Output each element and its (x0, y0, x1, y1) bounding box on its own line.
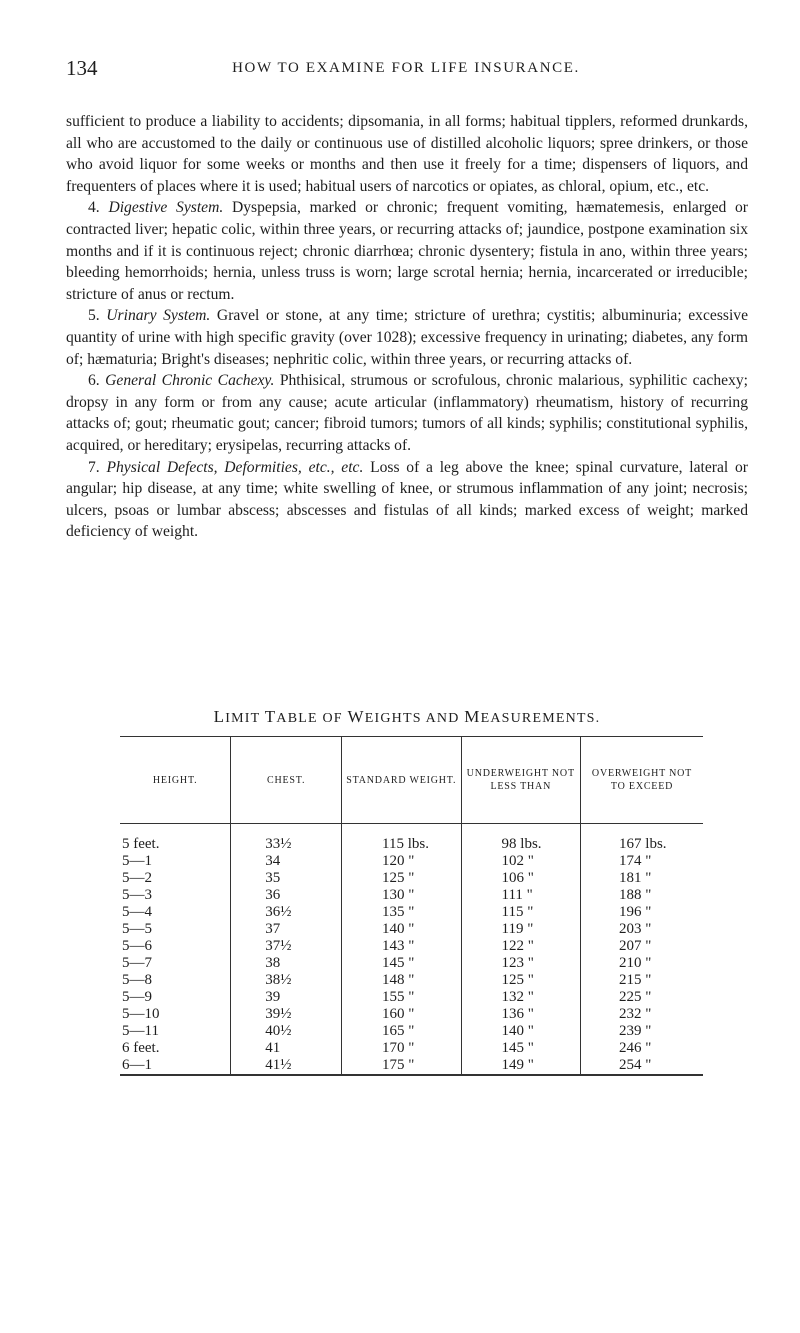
table-cell: 225 " (619, 989, 652, 1005)
table-cell: 33½ (265, 836, 292, 852)
table-cell: 38 (265, 955, 281, 971)
table-cell: 38½ (265, 972, 292, 988)
table-cell: 5—9 (122, 989, 152, 1005)
table-cell: 232 " (619, 1006, 652, 1022)
table-cell: 140 " (501, 1023, 534, 1039)
table-cell: 239 " (619, 1023, 652, 1039)
table-cell: 145 " (382, 955, 415, 971)
table-caption: LIMIT TABLE OF WEIGHTS AND MEASUREMENTS. (213, 707, 601, 726)
header-underweight: UNDERWEIGHT NOT LESS THAN (461, 737, 581, 824)
header-overweight: OVERWEIGHT NOT TO EXCEED (581, 737, 703, 824)
table-header-row (120, 737, 703, 824)
paragraph-number: 6. (88, 372, 106, 390)
table-cell: 210 " (619, 955, 652, 971)
table-cell: 188 " (619, 887, 652, 903)
table-cell: 35 (265, 870, 281, 886)
height-column (120, 824, 231, 1076)
table-body-row (120, 824, 703, 1076)
table-cell: 37 (265, 921, 281, 937)
table-cell: 122 " (501, 938, 534, 954)
table-cell: 130 " (382, 887, 415, 903)
paragraph-heading: Digestive System. (108, 199, 224, 217)
table-cell: 41 (265, 1040, 281, 1056)
paragraph-urinary-system (66, 305, 748, 370)
paragraph-text: sufficient to produce a liability to accidents; dipsomania, in all forms; habitual tipplers, reformed drunkards, all who are accustomed to the daily or continuous use of distilled alcoholic liquors; spree drinkers, or those who avoid liquor for some weeks or months and then use it freely for a time; dispensers of liquors, and frequenters of places where it is used; habitual users of narcotics or opiates, as chloral, opium, etc., etc. (66, 113, 748, 195)
body-text (66, 111, 748, 543)
table-cell: 5—8 (122, 972, 152, 988)
running-title: HOW TO EXAMINE FOR LIFE INSURANCE. (232, 60, 580, 76)
header-standard-weight: STANDARD WEIGHT. (342, 737, 462, 824)
table-cell: 41½ (265, 1057, 292, 1073)
paragraph-text: Dyspepsia, marked or chronic; frequent vomiting, hæmatemesis, enlarged or contracted liver; hepatic colic, within three years, or recurring attacks of; jaundice, postpone examination six months and if it is continuous reject; chronic diarrhœa; chronic dysentery; fistula in ano, within three years; bleeding hemorrhoids; hernia, unless truss is worn; large scrotal hernia; hernia, incarcerated or irreducible; stricture of anus or rectum. (66, 199, 749, 303)
table-cell: 115 lbs. (382, 836, 429, 852)
table-cell: 145 " (501, 1040, 534, 1056)
table-cell: 6—1 (122, 1057, 152, 1073)
table-cell: 98 lbs. (501, 836, 542, 852)
table-cell: 39½ (265, 1006, 292, 1022)
table-cell: 36½ (265, 904, 292, 920)
paragraph-continued (66, 111, 748, 197)
table-cell: 111 " (501, 887, 533, 903)
table-cell: 39 (265, 989, 281, 1005)
paragraph-text: Loss of a leg above the knee; spinal curvature, lateral or angular; hip disease, at any time; white swelling of knee, or strumous inflammation of any joint; necrosis; ulcers, psoas or lumbar abscess; abscesses and fistulas of all kinds; marked excess of weight; marked deficiency of weight. (66, 458, 748, 541)
standard-weight-column (342, 824, 462, 1076)
table-cell: 149 " (501, 1057, 534, 1073)
table-cell: 165 " (382, 1023, 415, 1039)
paragraph-number: 7. (88, 458, 107, 476)
table-cell: 6 feet. (122, 1040, 160, 1056)
table-cell: 125 " (382, 870, 415, 886)
table-cell: 143 " (382, 938, 415, 954)
table-cell: 155 " (382, 989, 415, 1005)
table-cell: 215 " (619, 972, 652, 988)
table-cell: 167 lbs. (619, 836, 667, 852)
table-cell: 119 " (501, 921, 534, 937)
limit-table (120, 736, 703, 1076)
table-cell: 246 " (619, 1040, 652, 1056)
overweight-column (581, 824, 703, 1076)
table-cell: 5—7 (122, 955, 152, 971)
table-cell: 5—3 (122, 887, 152, 903)
paragraph-heading: Urinary System. (106, 307, 211, 325)
table-cell: 40½ (265, 1023, 292, 1039)
table-cell: 123 " (501, 955, 534, 971)
paragraph-general-chronic-cachexy (66, 370, 748, 456)
table-cell: 170 " (382, 1040, 415, 1056)
paragraph-text: Gravel or stone, at any time; stricture of urethra; cystitis; albuminuria; excessive quantity of urine with high specific gravity (over 1028); excessive frequency in urinating; diabetes, any form of; hæmaturia; Bright's diseases; nephritic colic, within three years, or recurring attacks of. (66, 307, 749, 368)
table-cell: 115 " (501, 904, 534, 920)
paragraph-text: Phthisical, strumous or scrofulous, chronic malarious, syphilitic cachexy; dropsy in any form or from any cause; acute articular (inflammatory) rheumatism, history of recurring attacks of; gout; rheumatic gout; cancer; fibroid tumors; tumors of all kinds; syphilis; constitutional syphilis, acquired, or hereditary; erysipelas, recurring attacks of. (66, 372, 748, 454)
table-cell: 102 " (501, 853, 534, 869)
table-cell: 36 (265, 887, 281, 903)
table-cell: 207 " (619, 938, 652, 954)
paragraph-physical-defects (66, 457, 748, 543)
table-cell: 175 " (382, 1057, 415, 1073)
table-cell: 196 " (619, 904, 652, 920)
table-cell: 136 " (501, 1006, 534, 1022)
header-chest: CHEST. (231, 737, 342, 824)
table-cell: 5—5 (122, 921, 152, 937)
table-cell: 254 " (619, 1057, 652, 1073)
chest-column (231, 824, 342, 1076)
table-cell: 148 " (382, 972, 415, 988)
table-cell: 106 " (501, 870, 534, 886)
table-cell: 135 " (382, 904, 415, 920)
table-cell: 5—6 (122, 938, 152, 954)
paragraph-number: 5. (88, 307, 107, 325)
table-cell: 160 " (382, 1006, 415, 1022)
table-cell: 34 (265, 853, 281, 869)
header-height: HEIGHT. (120, 737, 231, 824)
paragraph-number: 4. (88, 199, 109, 217)
table-cell: 120 " (382, 853, 415, 869)
paragraph-heading: General Chronic Cachexy. (105, 372, 275, 390)
underweight-column (461, 824, 581, 1076)
table-cell: 5—4 (122, 904, 152, 920)
table-cell: 5—11 (122, 1023, 159, 1039)
table-cell: 140 " (382, 921, 415, 937)
table-cell: 174 " (619, 853, 652, 869)
page-number: 134 (66, 56, 98, 80)
table-cell: 5—10 (122, 1006, 160, 1022)
table-cell: 125 " (501, 972, 534, 988)
table-cell: 203 " (619, 921, 652, 937)
table-cell: 181 " (619, 870, 652, 886)
paragraph-digestive-system (66, 197, 748, 305)
table-cell: 5—1 (122, 853, 152, 869)
table-cell: 5—2 (122, 870, 152, 886)
paragraph-heading: Physical Defects, Deformities, etc., etc. (106, 458, 364, 476)
table-cell: 37½ (265, 938, 292, 954)
page-header (66, 56, 746, 86)
table-cell: 132 " (501, 989, 534, 1005)
table-cell: 5 feet. (122, 836, 160, 852)
